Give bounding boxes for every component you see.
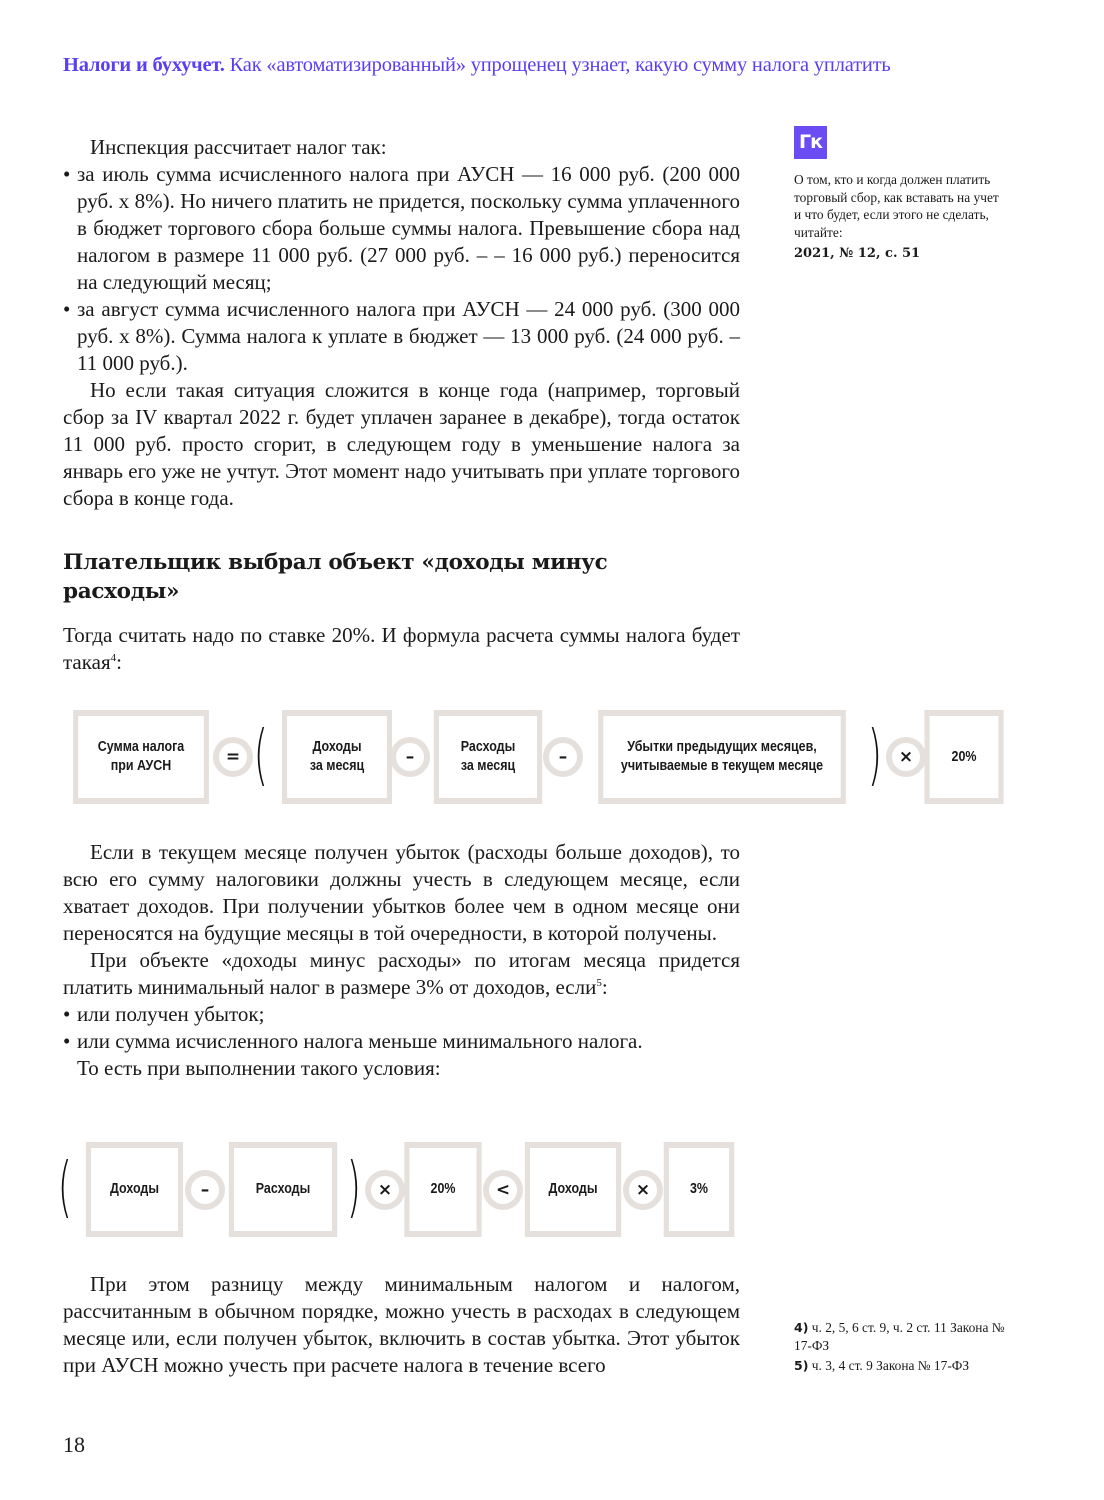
running-head-section: Налоги и бухучет. <box>63 54 225 76</box>
close-paren: ) <box>346 1148 361 1225</box>
body-bottom <box>63 1271 740 1379</box>
close-paren: ) <box>867 716 882 793</box>
formula-box-rate-20: 20% <box>404 1142 481 1237</box>
list-item: • за август сумма исчисленного налога при АУСН — 24 000 руб. (300 000 руб. х 8%). Сумма налога к уплате в бюджет — 13 000 руб. (24 000 руб. – 11 000 руб.). <box>63 296 740 377</box>
sidebar-note <box>794 126 1004 261</box>
list-item: • или получен убыток; <box>63 1001 740 1028</box>
footnote-5: 5) ч. 3, 4 ст. 9 Закона № 17-ФЗ <box>794 1358 970 1373</box>
running-head <box>63 54 1063 77</box>
open-paren: ( <box>253 716 268 793</box>
body-middle: Если в текущем месяце получен убыток (расходы больше доходов), то всю его сумму налоговики должны учесть в следующем месяце, если хватает доходов. При получении убытков более чем в одном месяце они переносятся на будущие месяцы в той очередности, в которой получены. При объекте «доходы минус расходы» по итогам месяца придется платить минимальный налог в размере 3% от доходов, если$^5$: • или получен убыток; • или сумма исчисленного налога меньше минимального налога. То есть при выполнении такого условия: <box>63 839 740 1082</box>
sidebar-note-text: О том, кто и когда должен платить торговый сбор, как вставать на учет и что будет, если этого не сделать, читайте: <box>794 172 999 240</box>
multiply-operator: × <box>365 1170 405 1210</box>
loss-paragraph: Если в текущем месяце получен убыток (расходы больше доходов), то всю его сумму налоговики должны учесть в следующем месяце, если хватает доходов. При получении убытков более чем в одном месяце они переносятся на будущие месяцы в той очередности, в которой получены. <box>63 840 740 945</box>
list-item: • или сумма исчисленного налога меньше минимального налога. <box>63 1028 740 1055</box>
formula-box-expenses: Расходы <box>229 1142 337 1237</box>
condition-intro: То есть при выполнении такого условия: <box>77 1056 441 1080</box>
intro-paragraph: Инспекция рассчитает налог так: <box>90 135 387 159</box>
gk-logo-icon: Гк <box>794 126 827 159</box>
footnote-4: 4) ч. 2, 5, 6 ст. 9, ч. 2 ст. 11 Закона № 17-ФЗ <box>794 1320 1005 1353</box>
minus-operator: – <box>543 737 583 777</box>
minus-operator: – <box>185 1170 225 1210</box>
multiply-operator: × <box>623 1170 663 1210</box>
footnote-ref-5[interactable]: 5 <box>596 977 602 989</box>
open-paren: ( <box>57 1148 72 1225</box>
list-item: • за июль сумма исчисленного налога при АУСН — 16 000 руб. (200 000 руб. х 8%). Но ничего платить не придется, поскольку сумма уплаченного в бюджет торгового сбора больше суммы налога. Превышение сбора над налогом в размере 11 000 руб. (27 000 руб. – – 16 000 руб.) переносится на следующий месяц; <box>63 161 740 296</box>
sidebar-reference: 2021, № 12, с. 51 <box>794 246 921 261</box>
multiply-operator: × <box>886 737 926 777</box>
formula-box-rate-3: 3% <box>664 1142 735 1237</box>
equals-operator: = <box>213 737 253 777</box>
footnote-ref-4[interactable]: 4 <box>110 652 117 664</box>
body-top <box>63 134 740 512</box>
formula-box-expenses: Расходы за месяц <box>434 710 542 804</box>
formula-box-rate: 20% <box>924 710 1003 804</box>
section-heading: Плательщик выбрал объект «доходы минус расходы» <box>63 550 608 604</box>
formula-box-income: Доходы <box>525 1142 621 1237</box>
footnotes <box>794 1319 1014 1378</box>
formula-box-prior-losses: Убытки предыдущих месяцев, учитываемые в текущем месяце <box>598 710 846 804</box>
formula-box-income: Доходы <box>86 1142 183 1237</box>
minus-operator: – <box>390 737 430 777</box>
formula-box-tax-amount: Сумма налога при АУСН <box>73 710 209 804</box>
running-head-title: Как «автоматизированный» упрощенец узнает, какую сумму налога уплатить <box>229 54 891 76</box>
formula-box-income: Доходы за месяц <box>282 710 392 804</box>
formula-intro: Тогда считать надо по ставке 20%. И формула расчета суммы налога будет такая$^4$: <box>63 623 740 674</box>
difference-paragraph: При этом разницу между минимальным налогом и налогом, рассчитанным в обычном порядке, можно учесть в расходах в следующем месяце или, если получен убыток, включить в состав убытка. Этот убыток при АУСН можно учесть при расчете налога в течение всего <box>63 1272 740 1377</box>
less-than-operator: < <box>483 1170 523 1210</box>
page-number: 18 <box>63 1432 85 1457</box>
year-end-paragraph: Но если такая ситуация сложится в конце года (например, торговый сбор за IV квартал 2022 г. будет уплачен заранее в декабре), тогда остаток 11 000 руб. просто сгорит, в следующем году в уменьшение налога за январь его уже не учтут. Этот момент надо учитывать при уплате торгового сбора в конце года. <box>63 378 740 510</box>
